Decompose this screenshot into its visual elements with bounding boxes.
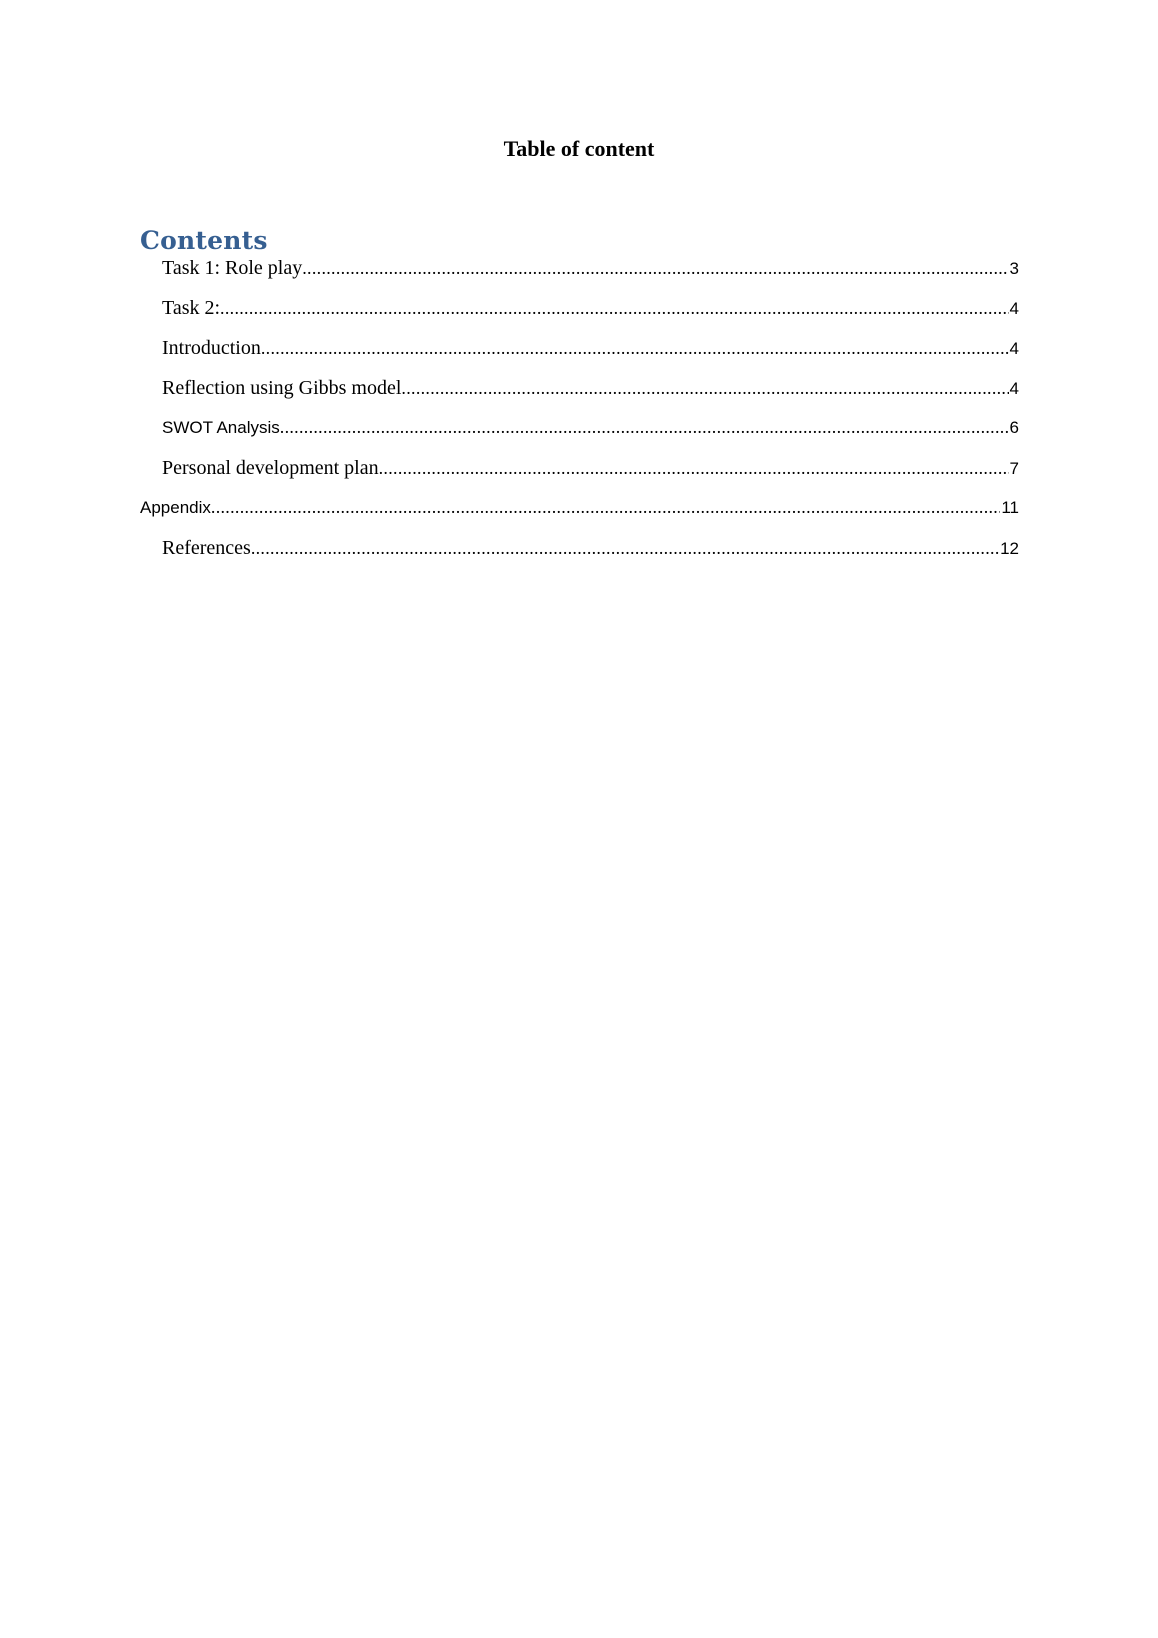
toc-entry-text: Reflection using Gibbs model: [162, 377, 402, 399]
toc-dot-leader: [379, 459, 1009, 477]
toc-page-number: 4: [1009, 379, 1019, 398]
toc-entry-reflection[interactable]: [162, 378, 1019, 404]
toc-page-number: 3: [1009, 259, 1019, 278]
toc-entry-text: Task 1: Role play: [162, 257, 303, 279]
toc-entry-task-1[interactable]: [162, 258, 1019, 284]
toc-entry-text: Introduction: [162, 337, 261, 359]
toc-entry-text: Appendix: [140, 498, 211, 517]
toc-dot-leader: [261, 339, 1009, 357]
toc-entry-personal-development-plan[interactable]: [162, 458, 1019, 484]
toc-entry-text: Task 2:: [162, 297, 221, 319]
toc-page-number: 4: [1009, 299, 1019, 318]
toc-entry-text: Personal development plan: [162, 457, 379, 479]
toc-entry-swot-analysis[interactable]: [162, 418, 1019, 444]
toc-entry-text: SWOT Analysis: [162, 418, 280, 437]
toc-dot-leader: [401, 379, 1008, 397]
toc-dot-leader: [251, 539, 999, 557]
toc-entry-task-2[interactable]: [162, 298, 1019, 324]
contents-heading: Contents: [140, 226, 268, 255]
toc-entry-text: References: [162, 537, 251, 559]
toc-entry-appendix[interactable]: [140, 498, 1019, 524]
toc-dot-leader: [302, 259, 1008, 277]
toc-page-number: 7: [1009, 459, 1019, 478]
toc-page-number: 11: [1001, 498, 1019, 517]
toc-dot-leader: [280, 418, 1009, 436]
toc-dot-leader: [211, 498, 1000, 516]
toc-entry-references[interactable]: [162, 538, 1019, 564]
toc-page-number: 4: [1009, 339, 1019, 358]
toc-page-number: 12: [1000, 539, 1019, 558]
page-title: Table of content: [503, 136, 655, 161]
toc-page-number: 6: [1009, 418, 1019, 437]
toc-dot-leader: [220, 299, 1008, 317]
toc-entry-introduction[interactable]: [162, 338, 1019, 364]
